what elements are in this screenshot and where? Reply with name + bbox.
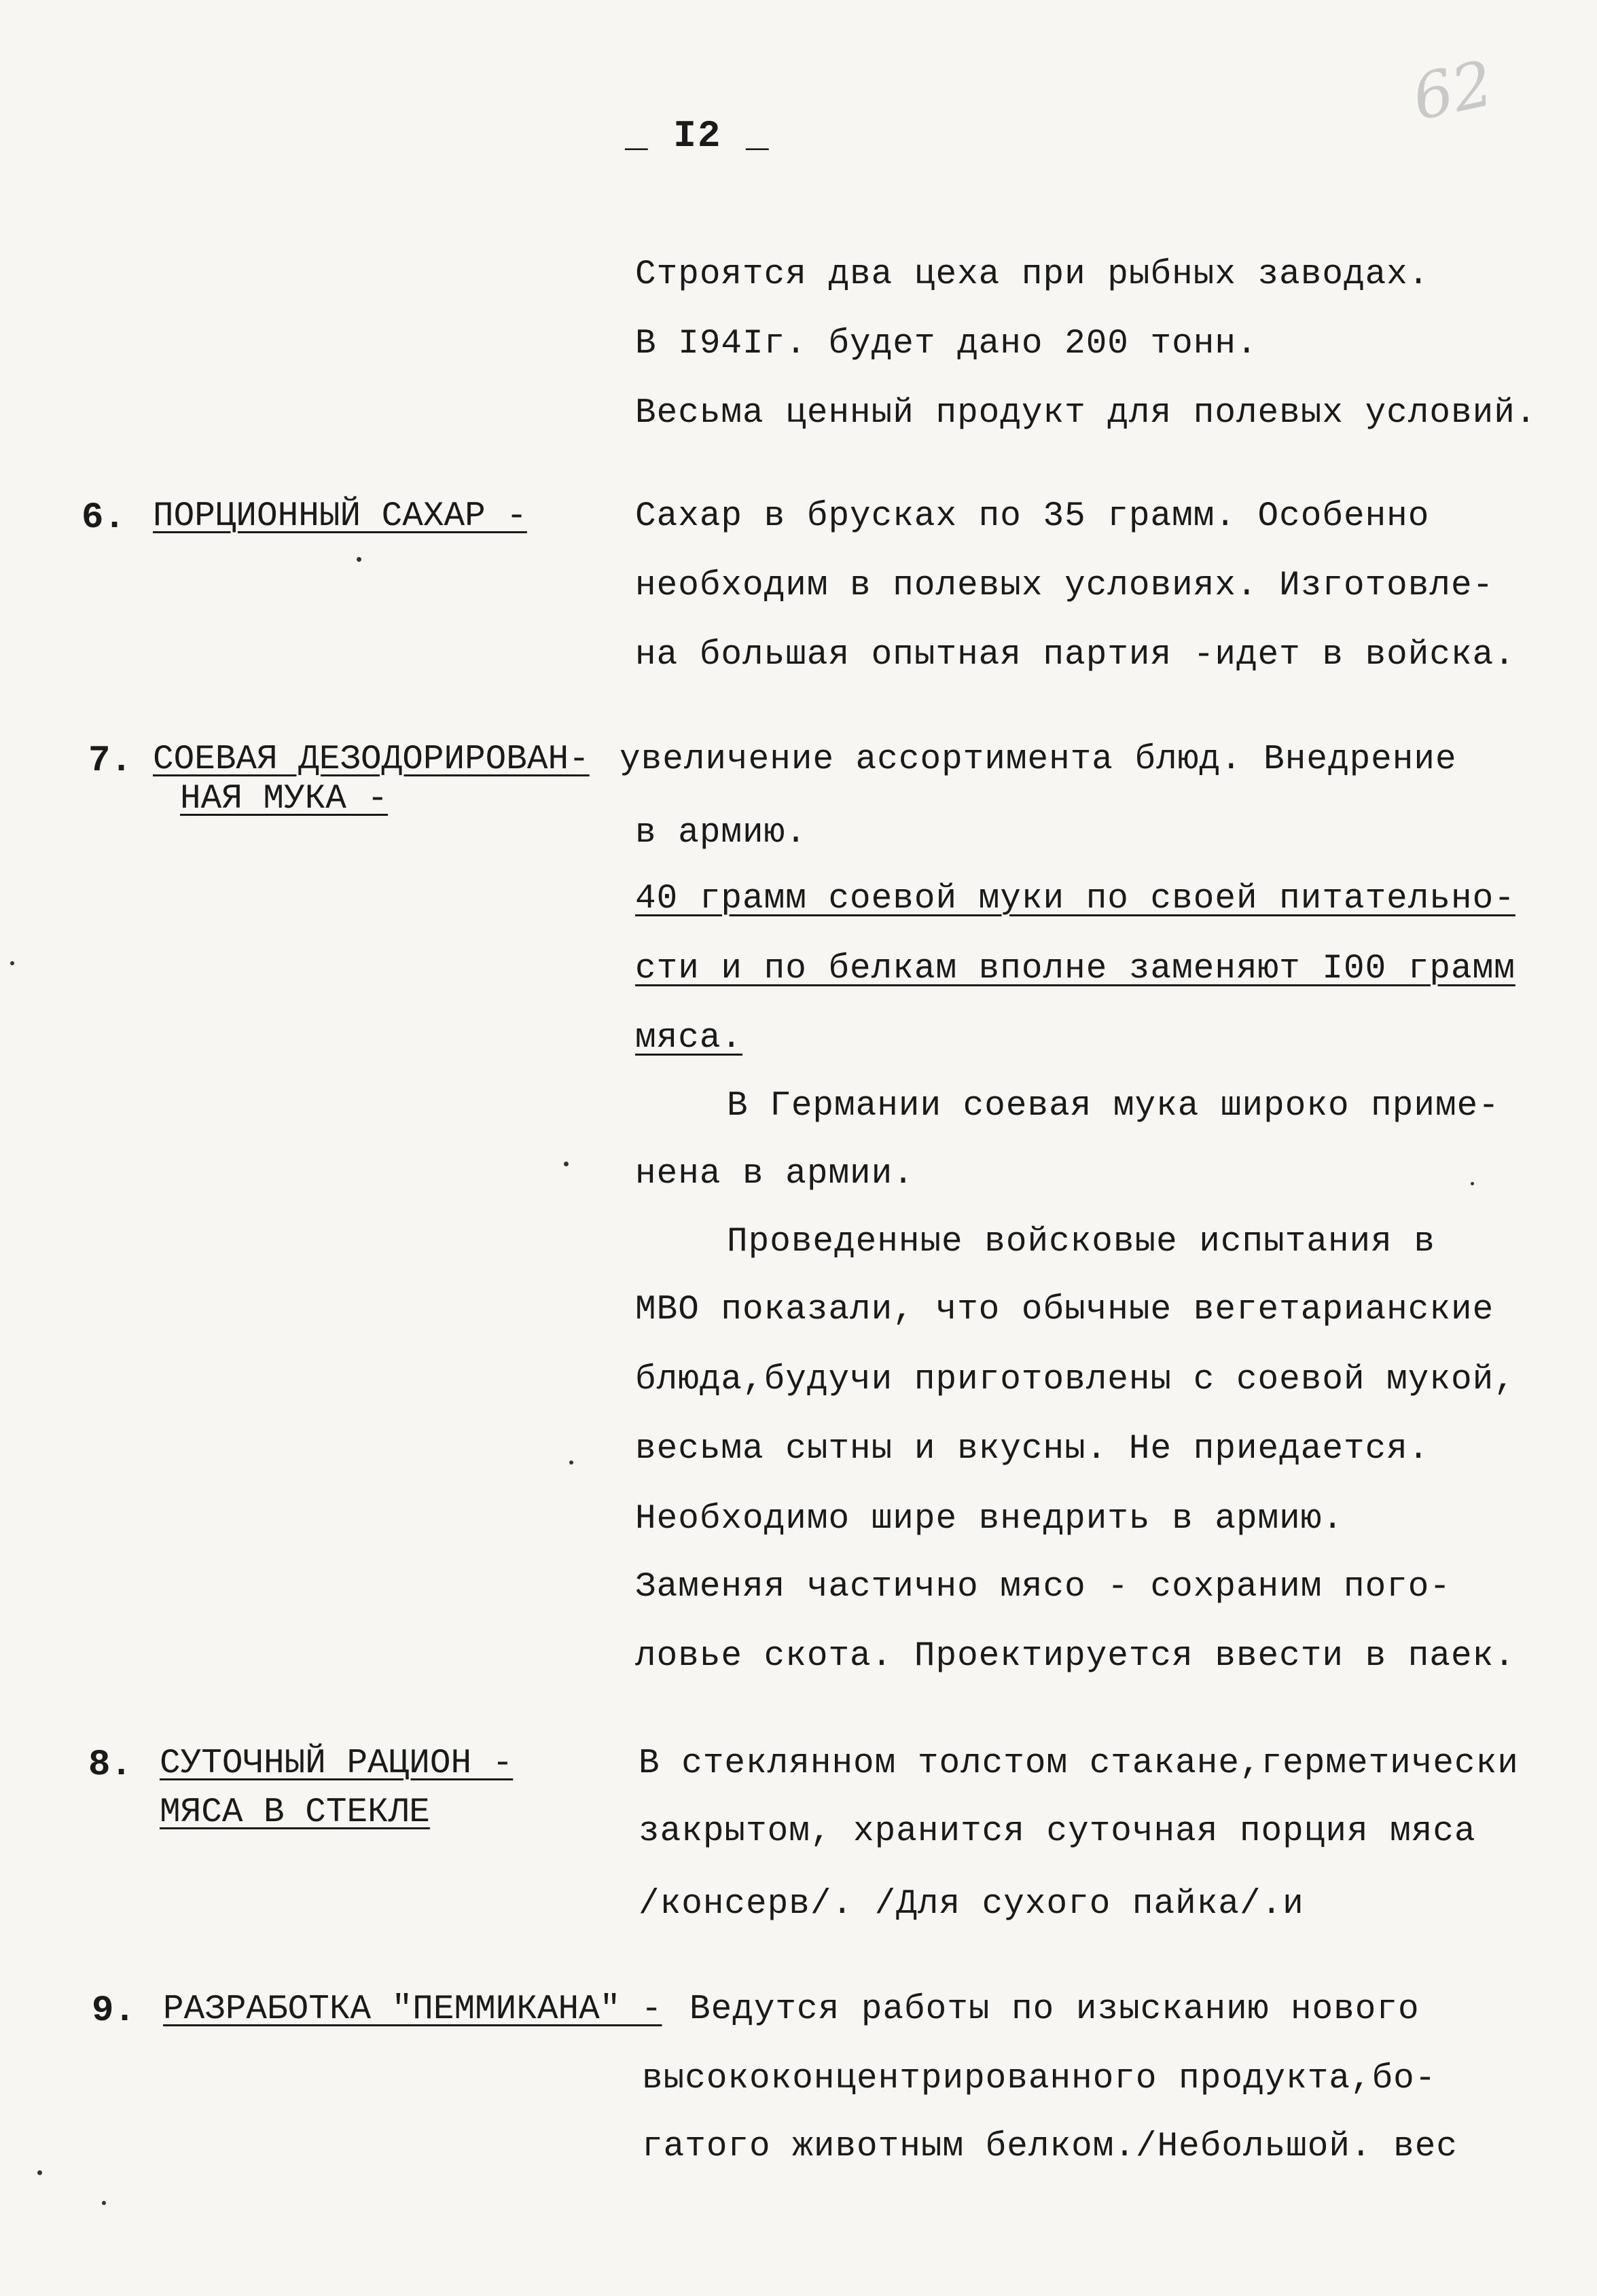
item-text-line: весьма сытны и вкусны. Не приедается. xyxy=(635,1430,1430,1469)
item-heading: МЯСА В СТЕКЛЕ xyxy=(160,1793,430,1832)
scan-speck xyxy=(102,2201,106,2205)
scan-speck xyxy=(569,1460,573,1465)
page-number: _ I2 _ xyxy=(625,114,770,158)
item-text-line-underlined: 40 грамм соевой муки по своей питательно- xyxy=(635,880,1515,918)
item-text-line: Заменяя частично мясо - сохраним пого- xyxy=(635,1568,1451,1607)
item-text-line: Ведутся работы по изысканию нового xyxy=(689,1990,1420,2029)
scan-speck xyxy=(1471,1182,1474,1185)
item-text-line: блюда,будучи приготовлены с соевой мукой, xyxy=(635,1361,1515,1399)
item-heading: СУТОЧНЫЙ РАЦИОН - xyxy=(160,1744,514,1783)
scan-speck xyxy=(357,557,361,562)
item-text-line: В стеклянном толстом стакане,герметически xyxy=(639,1744,1519,1783)
item-text-line: закрытом, хранится суточная порция мяса xyxy=(639,1812,1476,1851)
item-number: 8. xyxy=(88,1744,132,1786)
item-text-line: необходим в полевых условиях. Изготовле- xyxy=(635,567,1494,605)
item-heading: НАЯ МУКА - xyxy=(180,780,389,819)
item-text-line: на большая опытная партия -идет в войска. xyxy=(635,636,1515,675)
item-number: 7. xyxy=(88,740,132,782)
archive-folio-number: 62 xyxy=(1406,46,1499,135)
item-text-line: МВО показали, что обычные вегетарианские xyxy=(635,1291,1494,1329)
intro-line: Весьма ценный продукт для полевых условий. xyxy=(635,394,1537,433)
item-heading: ПОРЦИОННЫЙ САХАР - xyxy=(153,497,527,536)
item-text-line-underlined: сти и по белкам вполне заменяют I00 грамм xyxy=(635,950,1515,988)
item-number: 6. xyxy=(82,497,126,539)
item-text-line: Сахар в брусках по 35 грамм. Особенно xyxy=(635,497,1430,536)
item-text-line: увеличение ассортимента блюд. Внедрение xyxy=(620,740,1457,779)
item-text-line: гатого животным белком./Небольшой. вес xyxy=(642,2128,1458,2166)
scan-speck xyxy=(37,2170,42,2175)
item-heading: РАЗРАБОТКА "ПЕММИКАНА" - xyxy=(163,1990,662,2029)
item-text-line: высококонцентрированного продукта,бо- xyxy=(642,2060,1437,2098)
item-number: 9. xyxy=(92,1990,136,2032)
item-text-line: Проведенные войсковые испытания в xyxy=(727,1223,1435,1261)
intro-line: Строятся два цеха при рыбных заводах. xyxy=(635,255,1430,294)
item-text-line: нена в армии. xyxy=(635,1155,914,1194)
intro-line: В I94Iг. будет дано 200 тонн. xyxy=(635,325,1258,363)
item-text-line: ловье скота. Проектируется ввести в паек. xyxy=(635,1637,1515,1676)
scan-speck xyxy=(10,961,14,965)
item-text-line: в армию. xyxy=(635,814,807,853)
item-text-line-underlined: мяса. xyxy=(635,1019,743,1058)
item-text-line: В Германии соевая мука широко приме- xyxy=(727,1087,1500,1126)
item-text-line: /консерв/. /Для сухого пайка/.и xyxy=(639,1885,1304,1924)
item-text-line: Необходимо шире внедрить в армию. xyxy=(635,1500,1344,1539)
scan-speck xyxy=(564,1162,569,1166)
item-heading: СОЕВАЯ ДЕЗОДОРИРОВАН- xyxy=(153,740,590,779)
